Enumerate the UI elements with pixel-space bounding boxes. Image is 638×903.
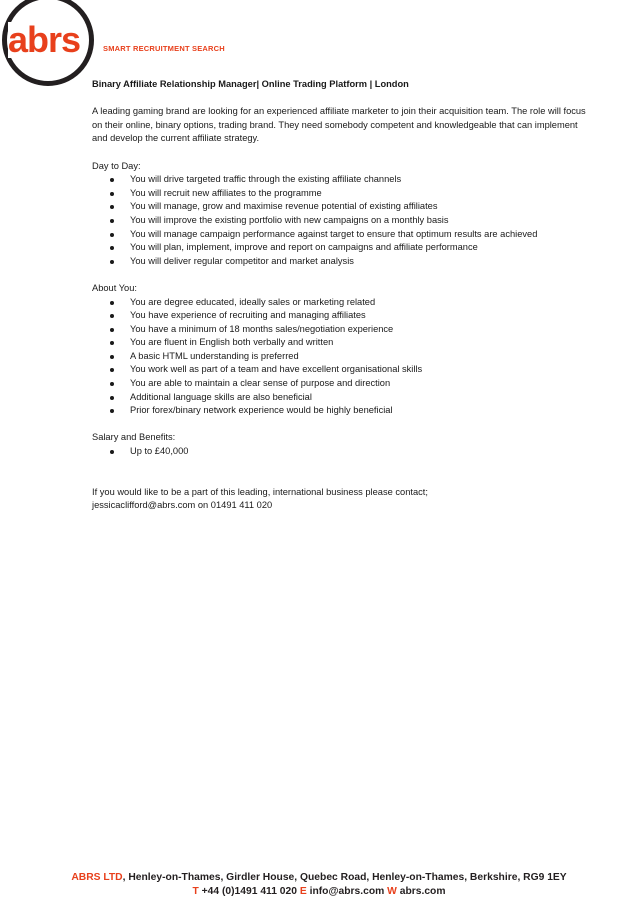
footer-phone: +44 (0)1491 411 020: [198, 886, 300, 897]
job-title: Binary Affiliate Relationship Manager| Online Trading Platform | London: [92, 79, 409, 89]
salary-heading: Salary and Benefits:: [92, 432, 176, 443]
list-item: You are fluent in English both verbally and written: [92, 336, 587, 350]
about-you-list: [92, 296, 587, 418]
footer-w-label: W: [387, 886, 397, 897]
salary-list: [92, 445, 587, 459]
job-description: [92, 78, 587, 513]
list-item: You will recruit new affiliates to the programme: [92, 187, 587, 201]
logo-word: abrs: [8, 19, 81, 60]
list-item: You have experience of recruiting and managing affiliates: [92, 309, 587, 323]
footer-company: ABRS LTD: [71, 872, 123, 883]
list-item: You will manage campaign performance against target to ensure that optimum results are achieved: [92, 228, 587, 242]
job-intro: A leading gaming brand are looking for an experienced affiliate marketer to join their acquisition team. The role will focus on their online, binary options, trading brand. They need somebody competent and knowledgeable that can implement and develop the current affiliate strategy.: [92, 106, 586, 144]
footer-t-label: T: [192, 886, 199, 897]
footer-web[interactable]: abrs.com: [396, 886, 446, 897]
about-you-heading: About You:: [92, 282, 137, 293]
contact-email[interactable]: jessicaclifford@abrs.com on 01491 411 020: [92, 500, 273, 511]
list-item: You will deliver regular competitor and market analysis: [92, 255, 587, 269]
list-item: You will plan, implement, improve and report on campaigns and affiliate performance: [92, 241, 587, 255]
list-item: Additional language skills are also beneficial: [92, 391, 587, 405]
footer-address-text: , Henley-on-Thames, Girdler House, Quebec Road, Henley-on-Thames, Berkshire, RG9 1EY: [122, 872, 567, 883]
list-item: You will manage, grow and maximise revenue potential of existing affiliates: [92, 200, 587, 214]
footer-email[interactable]: info@abrs.com: [306, 886, 388, 897]
list-item: You will improve the existing portfolio with new campaigns on a monthly basis: [92, 214, 587, 228]
list-item: You will drive targeted traffic through the existing affiliate channels: [92, 173, 587, 187]
logo-tagline: SMART RECRUITMENT SEARCH: [103, 44, 225, 53]
list-item: You have a minimum of 18 months sales/negotiation experience: [92, 323, 587, 337]
list-item: You work well as part of a team and have excellent organisational skills: [92, 363, 587, 377]
list-item: You are able to maintain a clear sense of purpose and direction: [92, 377, 587, 391]
day-to-day-list: [92, 173, 587, 268]
footer-contacts: [0, 886, 638, 897]
list-item: Prior forex/binary network experience would be highly beneficial: [92, 404, 587, 418]
list-item: You are degree educated, ideally sales or marketing related: [92, 296, 587, 310]
list-item: Up to £40,000: [92, 445, 587, 459]
footer-e-label: E: [299, 886, 307, 897]
contact-line: If you would like to be a part of this leading, international business please contact;: [92, 486, 428, 497]
day-to-day-heading: Day to Day:: [92, 160, 141, 171]
list-item: A basic HTML understanding is preferred: [92, 350, 587, 364]
footer-address: [0, 872, 638, 883]
